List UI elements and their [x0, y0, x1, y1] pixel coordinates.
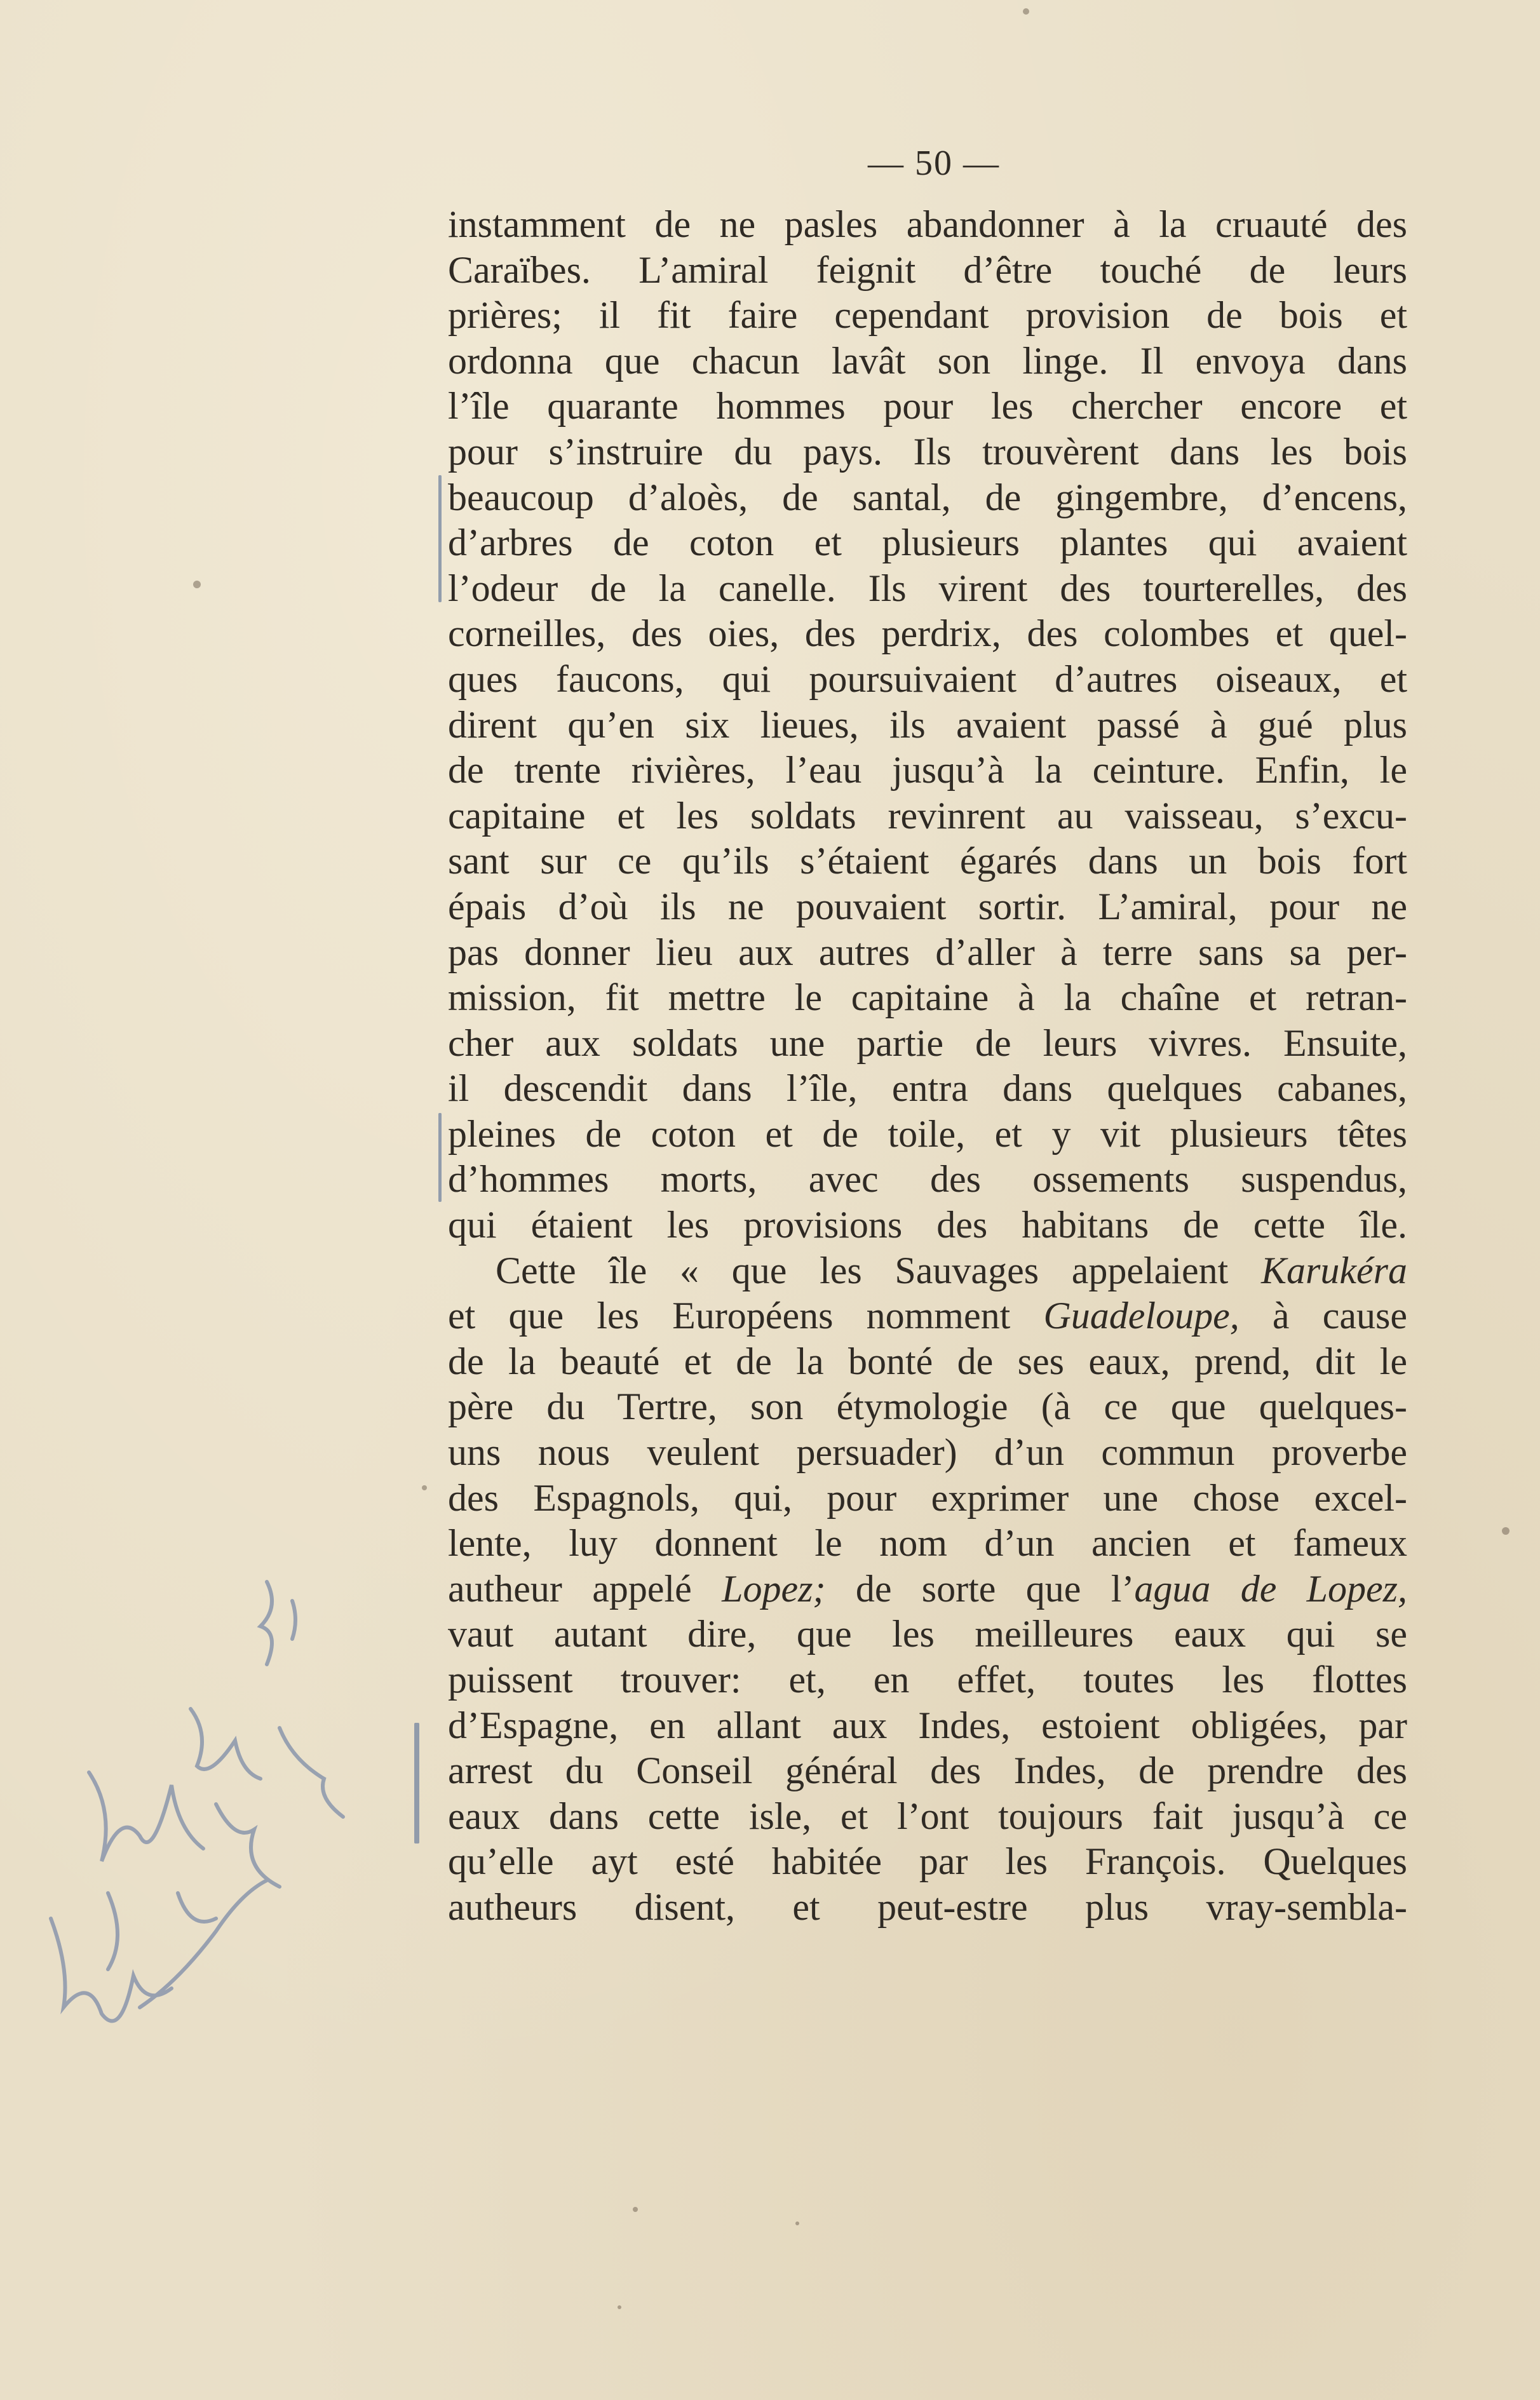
text-line: qui étaient les provisions des habitans de cette île.	[448, 1204, 1407, 1246]
text-line: d’hommes morts, avec des ossements suspendus,	[448, 1158, 1407, 1201]
text-line: autheurs disent, et peut-estre plus vray-sembla-	[448, 1885, 1407, 1928]
text-line: l’île quarante hommes pour les chercher encore et	[448, 385, 1407, 428]
margin-pencil-mark	[414, 1723, 419, 1844]
pencil-scribble	[13, 1563, 368, 2122]
text-line: corneilles, des oies, des perdrix, des colombes et quel-	[448, 612, 1407, 655]
text-line: capitaine et les soldats revinrent au vaisseau, s’excu-	[448, 794, 1407, 837]
text-line: beaucoup d’aloès, de santal, de gingembre, d’encens,	[448, 476, 1407, 518]
text-line: et que les Européens nomment Guadeloupe, à cause	[448, 1295, 1407, 1337]
text-line: il descendit dans l’île, entra dans quelques cabanes,	[448, 1067, 1407, 1110]
text-line: qu’elle ayt esté habitée par les François. Quelques	[448, 1840, 1407, 1883]
text-line: instamment de ne pasles abandonner à la cruauté des	[448, 203, 1407, 245]
text-line: pleines de coton et de toile, et y vit plusieurs têtes	[448, 1112, 1407, 1155]
text-line: eaux dans cette isle, et l’ont toujours fait jusqu’à ce	[448, 1795, 1407, 1837]
text-line: ordonna que chacun lavât son linge. Il envoya dans	[448, 339, 1407, 382]
margin-pencil-mark	[438, 475, 442, 602]
text-line: prières; il fit faire cependant provision de bois et	[448, 294, 1407, 337]
text-line: mission, fit mettre le capitaine à la chaîne et retran-	[448, 976, 1407, 1019]
text-line: des Espagnols, qui, pour exprimer une chose excel-	[448, 1476, 1407, 1519]
text-line: lente, luy donnent le nom d’un ancien et fameux	[448, 1522, 1407, 1565]
text-line: ques faucons, qui poursuivaient d’autres oiseaux, et	[448, 657, 1407, 700]
text-line: arrest du Conseil général des Indes, de prendre des	[448, 1749, 1407, 1792]
margin-pencil-mark	[438, 1113, 442, 1202]
text-line: épais d’où ils ne pouvaient sortir. L’amiral, pour ne	[448, 885, 1407, 927]
body-text	[448, 202, 1407, 1931]
text-line: de trente rivières, l’eau jusqu’à la ceinture. Enfin, le	[448, 749, 1407, 792]
page-number: — 50 —	[868, 144, 1000, 183]
text-line: cher aux soldats une partie de leurs vivres. Ensuite,	[448, 1021, 1407, 1064]
text-line: sant sur ce qu’ils s’étaient égarés dans un bois fort	[448, 840, 1407, 882]
text-line: Caraïbes. L’amiral feignit d’être touché de leurs	[448, 248, 1407, 291]
text-line: pas donner lieu aux autres d’aller à terre sans sa per-	[448, 931, 1407, 973]
text-line: autheur appelé Lopez; de sorte que l’agua de Lopez,	[448, 1567, 1407, 1610]
text-line: Cette île « que les Sauvages appelaient Karukéra	[496, 1249, 1407, 1291]
text-line: puissent trouver: et, en effet, toutes les flottes	[448, 1659, 1407, 1701]
text-line: uns nous veulent persuader) d’un commun proverbe	[448, 1431, 1407, 1474]
text-line: père du Tertre, son étymologie (à ce que quelques-	[448, 1385, 1407, 1428]
text-line: d’Espagne, en allant aux Indes, estoient obligées, par	[448, 1704, 1407, 1746]
text-line: de la beauté et de la bonté de ses eaux, prend, dit le	[448, 1340, 1407, 1382]
text-line: d’arbres de coton et plusieurs plantes qui avaient	[448, 522, 1407, 564]
text-line: l’odeur de la canelle. Ils virent des tourterelles, des	[448, 567, 1407, 609]
text-line: dirent qu’en six lieues, ils avaient passé à gué plus	[448, 703, 1407, 746]
text-line: vaut autant dire, que les meilleures eaux qui se	[448, 1613, 1407, 1655]
text-line: pour s’instruire du pays. Ils trouvèrent dans les bois	[448, 430, 1407, 473]
